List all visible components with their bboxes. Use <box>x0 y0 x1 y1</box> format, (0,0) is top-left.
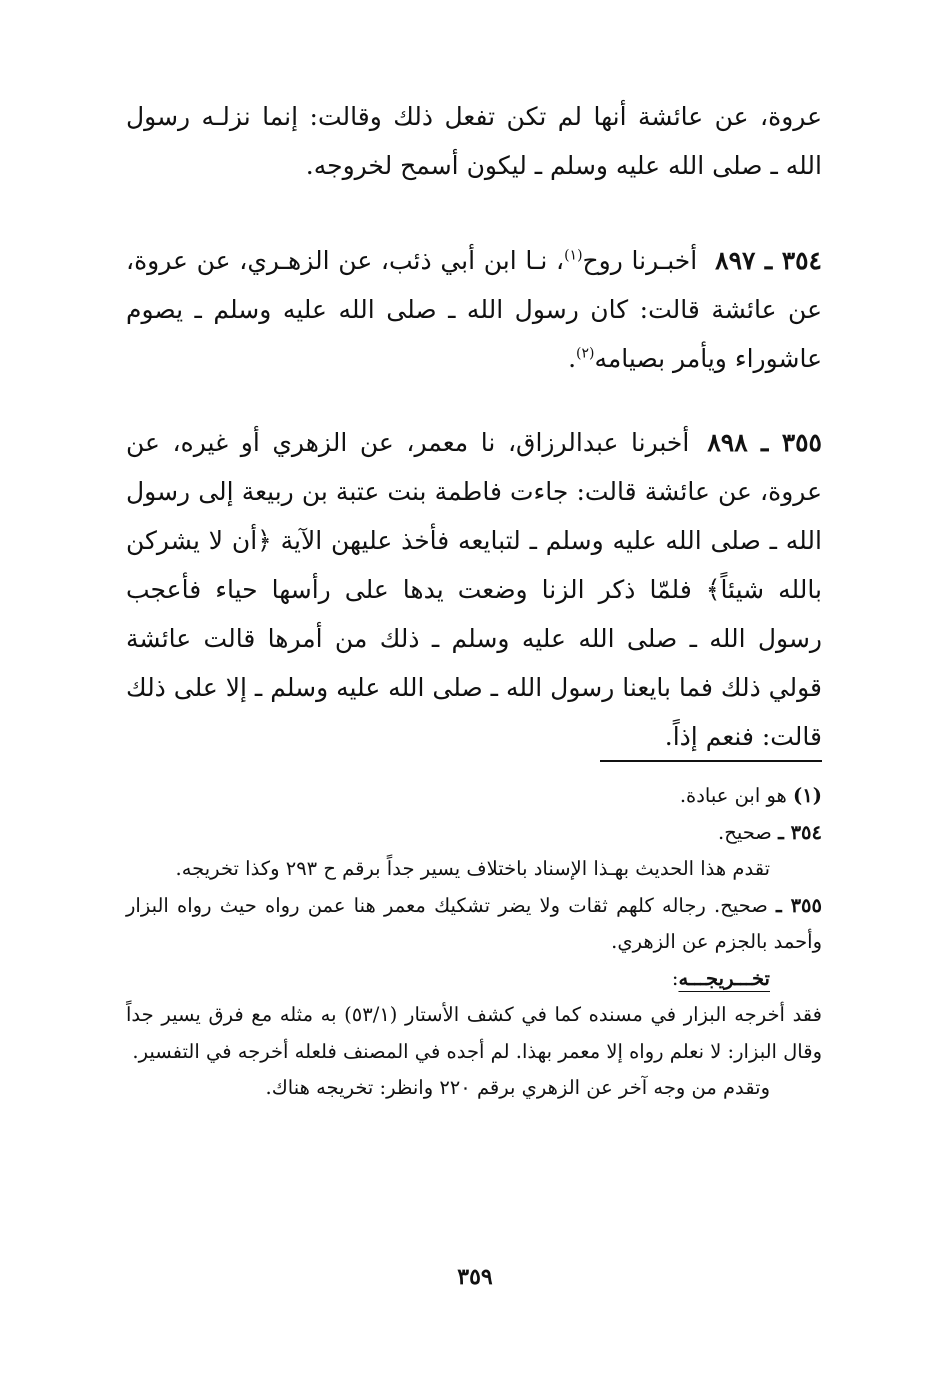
hadith-897-text-before-note: أخبـرنا روح <box>582 246 698 275</box>
hadith-897-paragraph <box>126 236 822 383</box>
footnote-354-text: تقدم هذا الحديث بهـذا الإسناد باختلاف يسير جداً برقم ح ٢٩٣ وكذا تخريجه. <box>175 857 770 880</box>
hadith-continuation-text: عروة، عن عائشة أنها لم تكن تفعل ذلك وقالت: إنما نزلـه رسول الله ـ صلى الله عليه وسلم ـ ليكون أسمح لخروجه. <box>126 102 822 180</box>
takhrij-text-1: فقد أخرجه البزار في مسنده كما في كشف الأستار (٥٣/١) به مثله مع فرق يسير جداً وقال البزار: لا نعلم رواه إلا معمر بهذا. لم أجده في المصنف فلعله أخرجه في التفسير. <box>126 1003 822 1063</box>
footnote-355-label: ٣٥٥ ـ <box>776 893 822 917</box>
footnote-354-heading <box>126 815 822 852</box>
footnote-1 <box>126 778 822 815</box>
footnote-1-text: هو ابن عبادة. <box>679 784 787 807</box>
hadith-897 <box>126 236 822 383</box>
hadith-898-number: ٣٥٥ ـ ٨٩٨ <box>707 428 822 457</box>
takhrij-label: تخـــريجـــه <box>678 966 770 990</box>
takhrij-heading <box>126 961 822 998</box>
hadith-898 <box>126 418 822 761</box>
hadith-continuation <box>126 92 822 190</box>
takhrij-text-2: وتقدم من وجه آخر عن الزهري برقم ٢٢٠ وانظر: تخريجه هناك. <box>265 1076 770 1099</box>
hadith-898-text: أخبرنا عبدالرزاق، نا معمر، عن الزهري أو غيره، عن عروة، عن عائشة قالت: جاءت فاطمة بنت عتبة بن ربيعة إلى رسول الله ـ صلى الله عليه وسلم ـ لتبايعه فأخذ عليهن الآية ﴿أن لا يشركن بالله شيئاً﴾ فلمّا ذكر الزنا وضعت يدها على رأسها حياء فأعجب رسول الله ـ صلى الله عليه وسلم ـ ذلك من أمرها قالت عائشة قولي ذلك فما بايعنا رسول الله ـ صلى الله عليه وسلم ـ إلا على ذلك قالت: فنعم إذاً. <box>126 428 822 751</box>
hadith-897-number: ٣٥٤ ـ ٨٩٧ <box>715 246 822 275</box>
hadith-897-text-middle: ، نـا ابن أبي ذئب، عن الزهـري، عن عروة، عن عائشة قالت: كان رسول الله ـ صلى الله عليه وسلم ـ يصوم عاشوراء ويأمر بصيامه <box>126 246 822 373</box>
takhrij-colon: : <box>671 966 679 990</box>
hadith-897-text-end: . <box>568 344 577 373</box>
footnote-354-grade: صحيح. <box>718 820 772 844</box>
footnote-marker-2: (٢) <box>576 345 595 362</box>
footnote-355 <box>126 888 822 961</box>
footnote-355-text: صحيح. رجاله كلهم ثقات ولا يضر تشكيك معمر هنا عمن رواه حيث رواه البزار وأحمد بالجزم عن الزهري. <box>126 893 822 953</box>
footnote-marker-1: (١) <box>564 247 583 264</box>
footnote-1-marker: (١) <box>793 784 822 807</box>
footnotes <box>126 778 822 1107</box>
hadith-898-paragraph <box>126 418 822 761</box>
footnote-354-label: ٣٥٤ ـ <box>778 820 822 844</box>
page-number: ٣٥٩ <box>457 1264 493 1290</box>
footnote-separator <box>600 760 822 762</box>
